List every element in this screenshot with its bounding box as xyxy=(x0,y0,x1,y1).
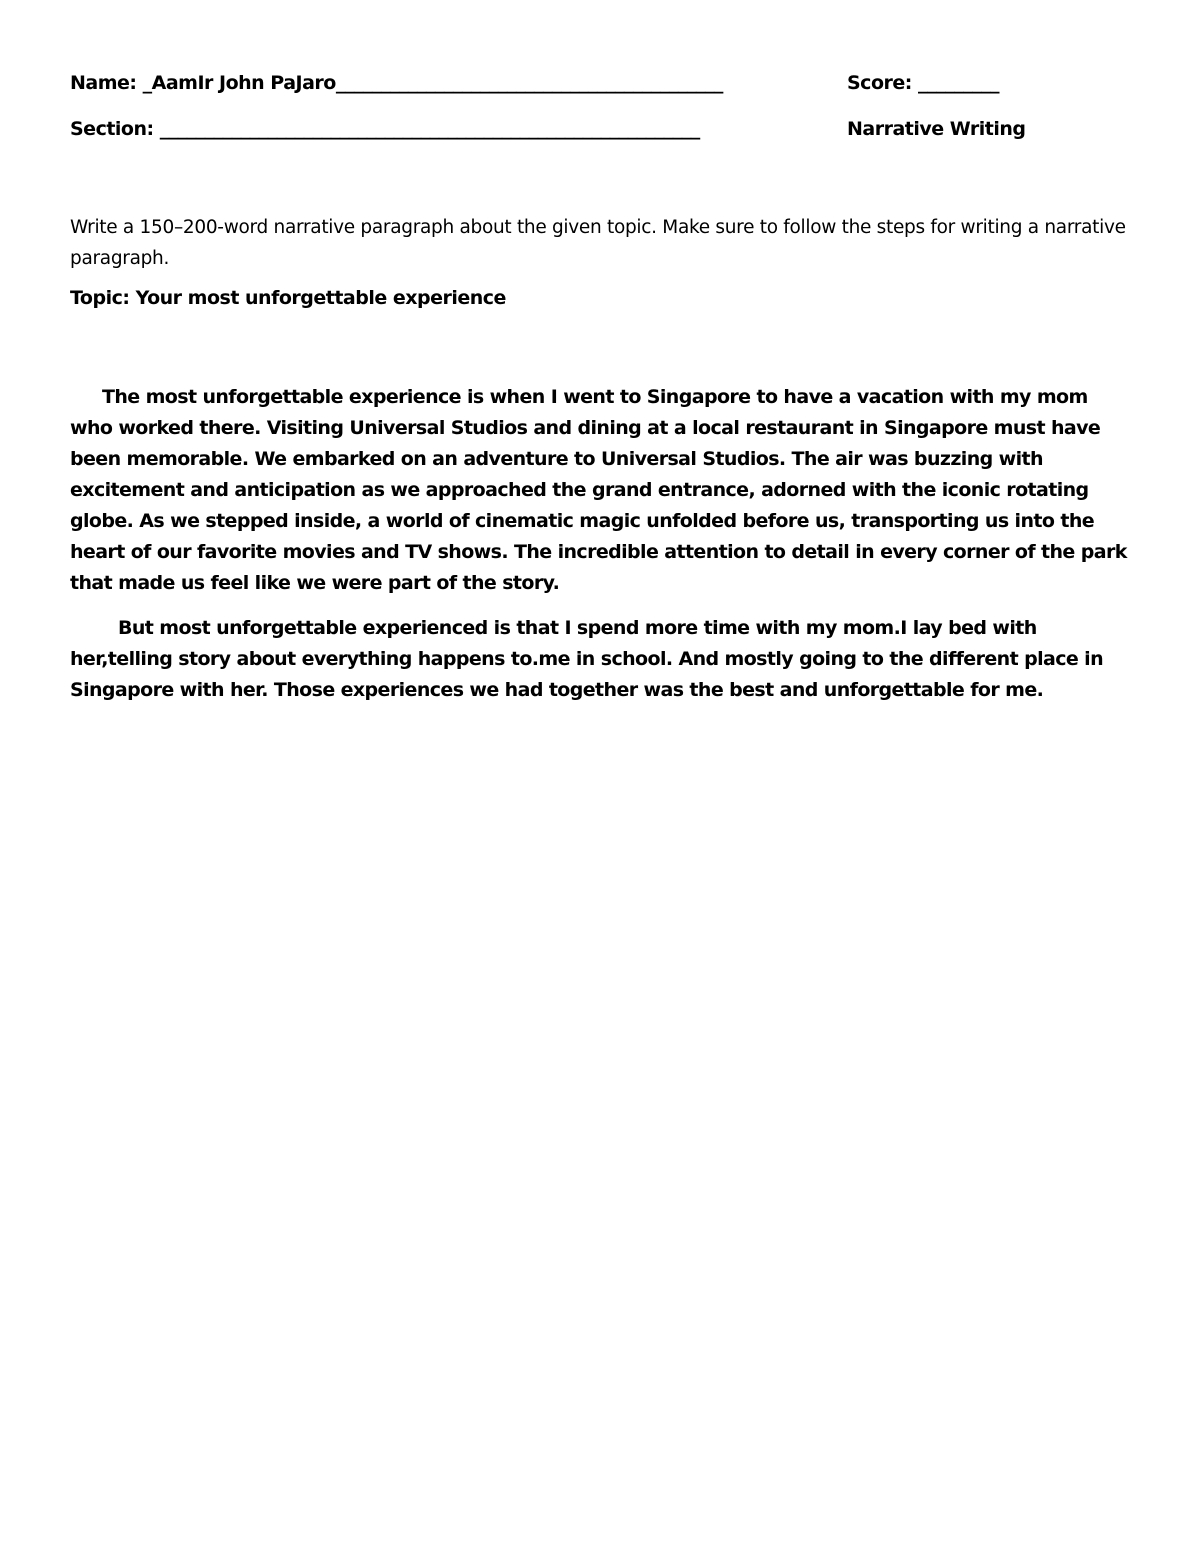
topic-heading: Topic: Your most unforgettable experience xyxy=(70,287,506,309)
essay-paragraph-2: But most unforgettable experienced is that I spend more time with my mom.I lay bed with her,telling story about everything happens to.me in school. And mostly going to the different place in Singapore with her. Those experiences we had together was the best and unforgettable for me. xyxy=(70,617,1104,701)
instructions-text: Write a 150–200-word narrative paragraph about the given topic. Make sure to follow the steps for writing a narrative paragraph. xyxy=(70,217,1126,269)
name-field: Name: _AamIr John PaJaro___________________________________________ xyxy=(70,72,723,94)
section-field: Section: ____________________________________________________________ xyxy=(70,118,700,140)
essay-paragraph-1: The most unforgettable experience is when I went to Singapore to have a vacation with my mom who worked there. Visiting Universal Studios and dining at a local restaurant in Singapore must have been memorable. We embarked on an adventure to Universal Studios. The air was buzzing with excitement and anticipation as we approached the grand entrance, adorned with the iconic rotating globe. As we stepped inside, a world of cinematic magic unfolded before us, transporting us into the heart of our favorite movies and TV shows. The incredible attention to detail in every corner of the park that made us feel like we were part of the story. xyxy=(70,386,1127,594)
worksheet-title: Narrative Writing xyxy=(847,118,1026,140)
score-field: Score: _________ xyxy=(847,72,999,94)
